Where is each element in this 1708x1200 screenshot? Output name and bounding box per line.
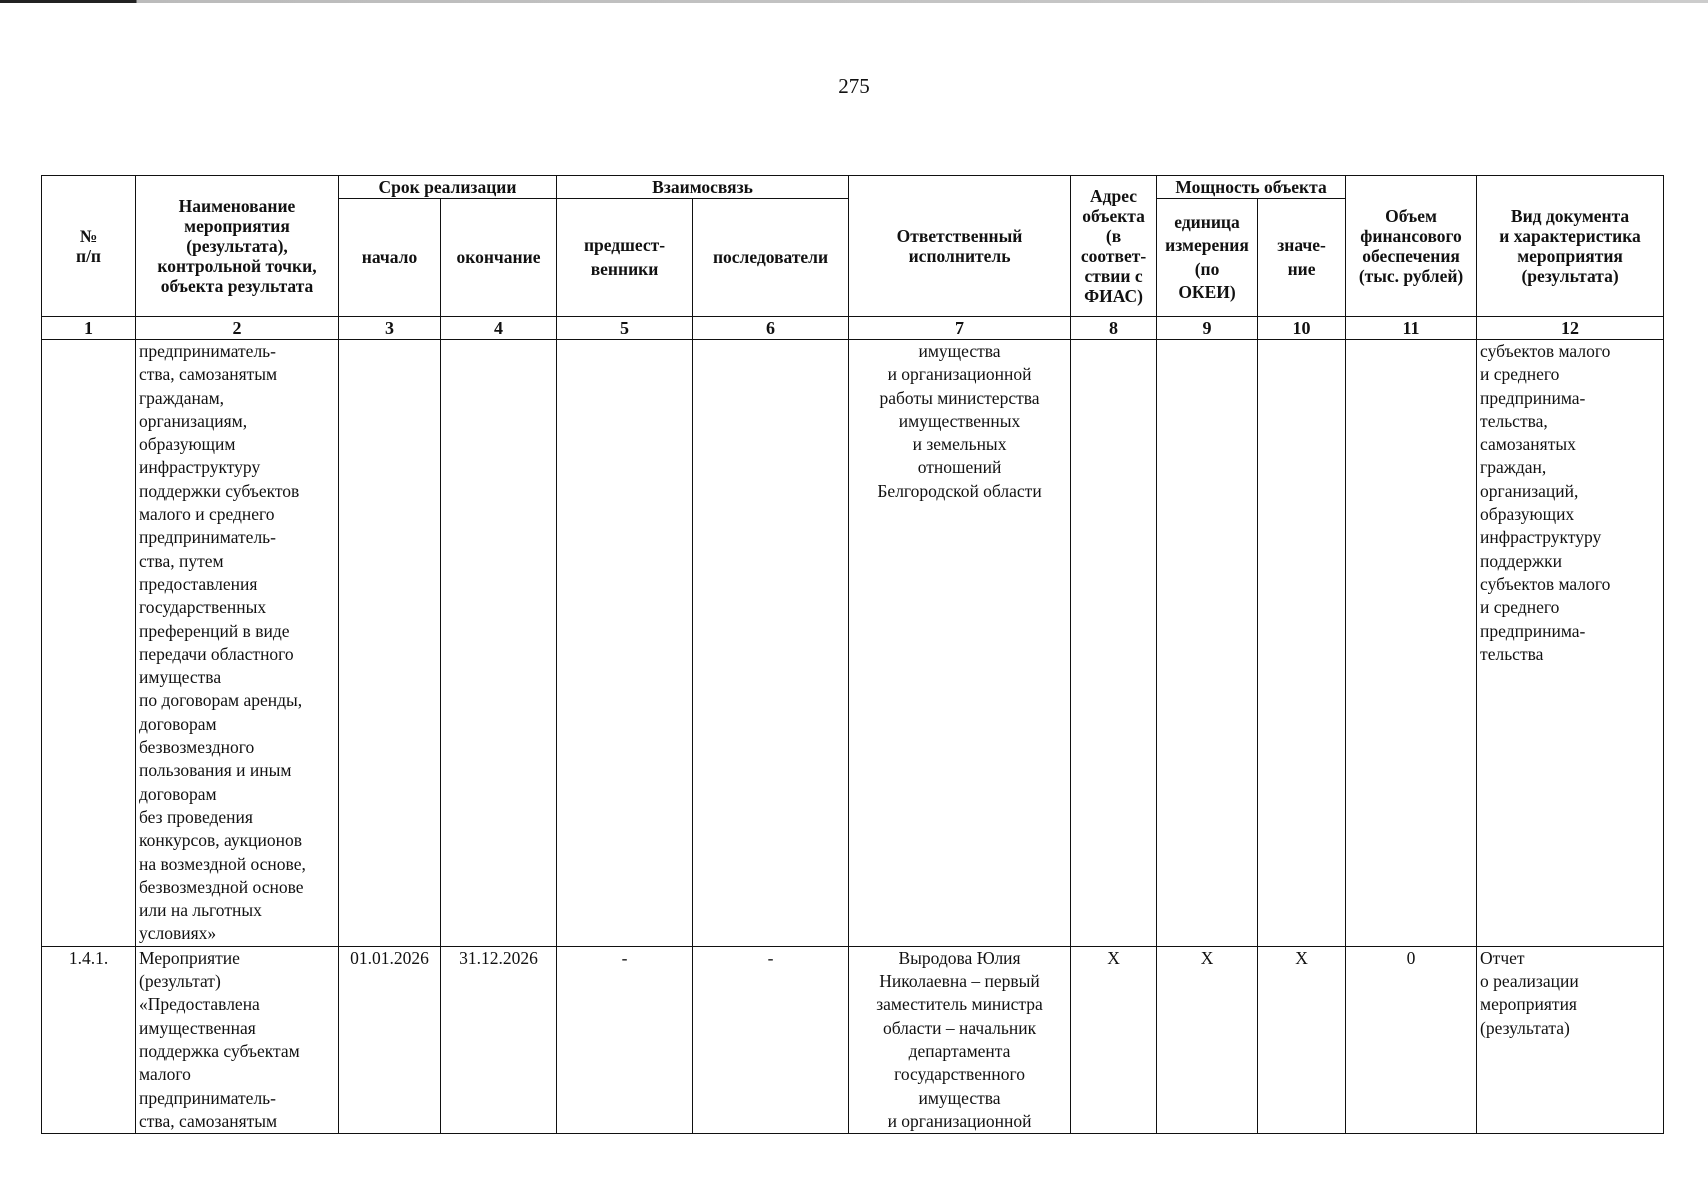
row-funding-cell: 0 [1346, 946, 1477, 1133]
header-group-capacity: Мощность объекта [1157, 176, 1346, 199]
column-number: 2 [136, 317, 339, 340]
column-number: 12 [1477, 317, 1664, 340]
header-predecessors: предшест- венники [557, 199, 693, 317]
header-funding: Объем финансового обеспечения (тыс. рублей) [1346, 176, 1477, 317]
column-number-row [42, 317, 1664, 340]
column-number: 3 [339, 317, 441, 340]
row-unit-cell: X [1157, 946, 1258, 1133]
column-number: 5 [557, 317, 693, 340]
column-number: 7 [849, 317, 1071, 340]
page-top-edge [0, 0, 1708, 3]
row-name-cell: предприниматель- ства, самозанятым гражданам, организациям, образующим инфраструктуру поддержки субъектов малого и среднего предприниматель- ства, путем предоставления государственных преференций в виде передачи областного имущества по договорам аренды, договорам безвозмездного пользования и иным договорам без проведения конкурсов, аукционов на возмездной основе, безвозмездной основе или на льготных условиях» [136, 340, 339, 947]
row-address-cell [1071, 340, 1157, 947]
row-responsible-cell: Выродова Юлия Николаевна – первый заместитель министра области – начальник департамента государственного имущества и организационной [849, 946, 1071, 1133]
column-number: 4 [441, 317, 557, 340]
row-end-cell [441, 340, 557, 947]
table-row [42, 340, 1664, 947]
row-number-cell [42, 340, 136, 947]
row-document-cell: субъектов малого и среднего предпринима- тельства, самозанятых граждан, организаций, образующих инфраструктуру поддержки субъектов малого и среднего предпринима- тельства [1477, 340, 1664, 947]
row-start-cell: 01.01.2026 [339, 946, 441, 1133]
row-successors-cell [693, 340, 849, 947]
row-value-cell: X [1258, 946, 1346, 1133]
header-end: окончание [441, 199, 557, 317]
column-number: 6 [693, 317, 849, 340]
header-responsible: Ответственный исполнитель [849, 176, 1071, 317]
row-funding-cell [1346, 340, 1477, 947]
row-responsible-cell: имущества и организационной работы министерства имущественных и земельных отношений Белгородской области [849, 340, 1071, 947]
header-address: Адрес объекта (в соответ- ствии с ФИАС) [1071, 176, 1157, 317]
header-successors: последователи [693, 199, 849, 317]
row-value-cell [1258, 340, 1346, 947]
header-start: начало [339, 199, 441, 317]
column-number: 1 [42, 317, 136, 340]
column-number: 9 [1157, 317, 1258, 340]
header-value: значе- ние [1258, 199, 1346, 317]
row-end-cell: 31.12.2026 [441, 946, 557, 1133]
header-group-link: Взаимосвязь [557, 176, 849, 199]
row-predecessors-cell [557, 340, 693, 947]
header-number: № п/п [42, 176, 136, 317]
header-name: Наименование мероприятия (результата), контрольной точки, объекта результата [136, 176, 339, 317]
row-successors-cell: - [693, 946, 849, 1133]
row-number-cell: 1.4.1. [42, 946, 136, 1133]
plan-table-container [41, 175, 1663, 1134]
page-number: 275 [838, 74, 870, 98]
column-number: 8 [1071, 317, 1157, 340]
table-row [42, 946, 1664, 1133]
header-unit: единица измерения (по ОКЕИ) [1157, 199, 1258, 317]
column-number: 10 [1258, 317, 1346, 340]
row-unit-cell [1157, 340, 1258, 947]
row-document-cell: Отчет о реализации мероприятия (результата) [1477, 946, 1664, 1133]
header-row-top [42, 176, 1664, 199]
header-group-term: Срок реализации [339, 176, 557, 199]
row-address-cell: X [1071, 946, 1157, 1133]
row-start-cell [339, 340, 441, 947]
header-document: Вид документа и характеристика мероприятия (результата) [1477, 176, 1664, 317]
row-predecessors-cell: - [557, 946, 693, 1133]
plan-table [41, 175, 1664, 1134]
column-number: 11 [1346, 317, 1477, 340]
row-name-cell: Мероприятие (результат) «Предоставлена имущественная поддержка субъектам малого предприниматель- ства, самозанятым [136, 946, 339, 1133]
